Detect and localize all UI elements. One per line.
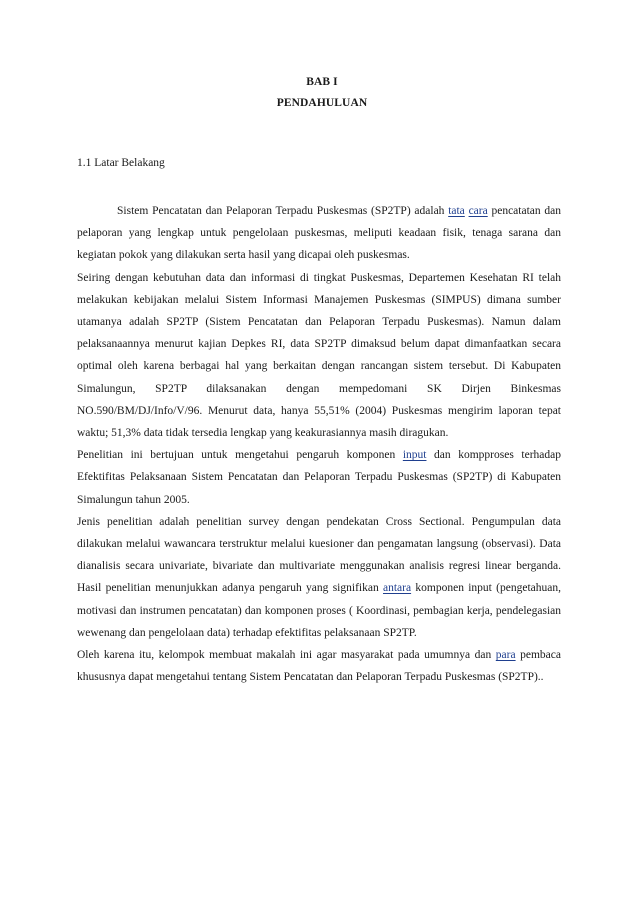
paragraph-4-text-b: komponen input (pengetahuan, motivasi dan instrumen pencatatan) dan komponen proses ( Koordinasi, pembagian kerja, pendelegasian wewenang dan pengelolaan data) terhadap efektifitas pelaksanaan SP2TP. xyxy=(77,582,561,639)
paragraph-5 xyxy=(77,644,561,688)
paragraph-2: Seiring dengan kebutuhan data dan informasi di tingkat Puskesmas, Departemen Kesehatan RI telah melakukan kebijakan melalui Sistem Informasi Manajemen Puskesmas (SIMPUS) dimana sumber utamanya adalah SP2TP (Sistem Pencatatan dan Pelaporan Terpadu Puskesmas). Namun dalam pelaksanaannya menurut kajian Depkes RI, data SP2TP dimaksud belum dapat dimanfaatkan secara optimal oleh karena berbagai hal yang berkaitan dengan rancangan sistem tersebut. Di Kabupaten Simalungun, SP2TP dilaksanakan dengan mempedomani SK Dirjen Binkesmas NO.590/BM/DJ/Info/V/96. Menurut data, hanya 55,51% (2004) Puskesmas mengirim laporan tepat waktu; 51,3% data tidak tersedia lengkap yang keakurasiannya masih diragukan. xyxy=(77,271,561,440)
chapter-number: BAB I xyxy=(306,76,338,88)
link-antara[interactable]: antara xyxy=(383,582,412,595)
link-para[interactable]: para xyxy=(495,649,516,662)
paragraph-3 xyxy=(77,444,561,511)
paragraph-5-text-a: Oleh karena itu, kelompok membuat makalah ini agar masyarakat pada umumnya dan xyxy=(77,649,496,662)
paragraph-4-text-a: Jenis penelitian adalah penelitian survey dengan pendekatan Cross Sectional. Pengumpulan data dilakukan melalui wawancara terstruktur melalui kuesioner dan pengamatan langsung (observasi). Data dianalisis secara univariate, bivariate dan multivariate menggunakan analisis regresi linear berganda. Hasil penelitian menunjukkan adanya pengaruh yang signifikan xyxy=(77,515,561,595)
paragraph-1 xyxy=(77,200,561,267)
paragraph-3-text-a: Penelitian ini bertujuan untuk mengetahui pengaruh komponen xyxy=(77,449,403,462)
body-text xyxy=(77,200,561,688)
paragraph-1-text-b: pencatatan dan pelaporan yang lengkap untuk pengelolaan puskesmas, meliputi keadaan fisik, tenaga sarana dan kegiatan pokok yang dilakukan serta hasil yang dicapai oleh puskesmas. xyxy=(77,205,562,262)
paragraph-1-text-a: Sistem Pencatatan dan Pelaporan Terpadu Puskesmas (SP2TP) adalah xyxy=(117,205,449,217)
paragraph-4 xyxy=(77,511,561,644)
paragraph-5-text-b: pembaca khususnya dapat mengetahui tentang Sistem Pencatatan dan Pelaporan Terpadu Puskesmas (SP2TP).. xyxy=(77,649,561,684)
link-cara[interactable]: cara xyxy=(468,205,488,217)
link-tata[interactable]: tata xyxy=(448,205,465,217)
link-input[interactable]: input xyxy=(402,449,427,462)
section-title: 1.1 Latar Belakang xyxy=(77,157,165,169)
paragraph-3-text-b: dan kompproses terhadap Efektifitas Pelaksanaan Sistem Pencatatan dan Pelaporan Terpadu Puskesmas (SP2TP) di Kabupaten Simalungun tahun 2005. xyxy=(77,449,561,506)
chapter-title: PENDAHULUAN xyxy=(276,97,368,109)
